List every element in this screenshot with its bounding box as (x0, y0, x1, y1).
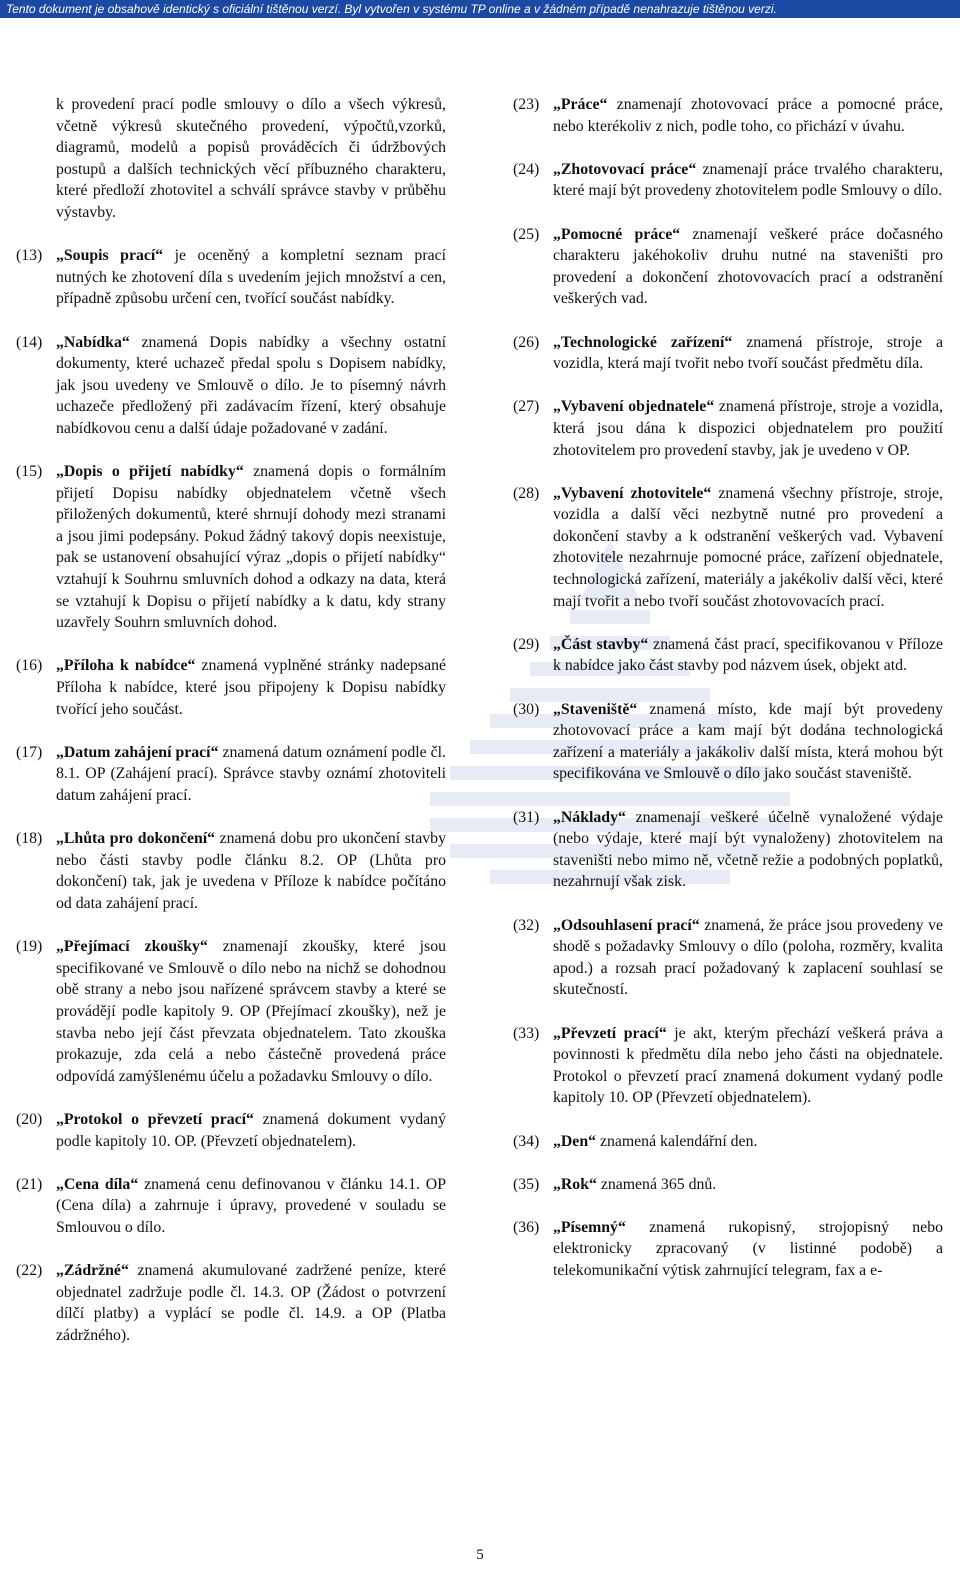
definition-number: (16) (16, 657, 43, 675)
definition-term: „Zhotovovací práce“ (553, 160, 697, 178)
definition-term: „Protokol o převzetí prací“ (56, 1110, 254, 1128)
definition-body (553, 1023, 943, 1109)
definition-17 (16, 742, 446, 807)
definition-19 (16, 936, 446, 1087)
definition-term: „Odsouhlasení prací“ (553, 916, 700, 934)
definition-term: „Dopis o přijetí nabídky“ (56, 463, 244, 481)
definition-number: (35) (513, 1175, 540, 1193)
definition-number: (13) (16, 247, 43, 265)
definition-number: (18) (16, 830, 43, 848)
page-number: 5 (476, 1547, 484, 1563)
definition-term: „Pomocné práce“ (553, 225, 681, 243)
definition-text: znamenají zkoušky, které jsou specifikované ve Smlouvě o dílo nebo na nichž se dohodnou obě strany a nebo jsou nařízené správcem stavby a které se provádějí podle kapitoly 9. OP (Přejímací zkoušky), než je stavba nebo její část převzata objednatelem. Tato zkouška prokazuje, zda celá a nebo částečně provedená práce odpovídá zamýšlenému účelu a požadavku Smlouvy o dílo. (56, 938, 447, 1085)
definition-text: je akt, kterým přechází veškerá práva a povinnosti k předmětu díla nebo jeho části na objednatele. Protokol o převzetí prací znamená dokument vydaný podle kapitoly 10. OP (Převzetí objednatelem). (553, 1024, 943, 1107)
definition-body (56, 1174, 446, 1239)
definition-number: (33) (513, 1024, 540, 1042)
definition-body (56, 1109, 446, 1152)
definition-text: znamená vyplněné stránky nadepsané Příloha k nabídce, které jsou připojeny k Dopisu nabídky tvořící jeho součást. (56, 657, 446, 718)
definition-number: (20) (16, 1110, 43, 1128)
definition-13 (16, 245, 446, 310)
definition-number: (22) (16, 1262, 43, 1280)
definition-body (553, 159, 943, 202)
definition-text: znamená 365 dnů. (596, 1175, 717, 1193)
definition-number: (30) (513, 700, 540, 718)
definition-number: (26) (513, 333, 540, 351)
definition-body (553, 1131, 943, 1153)
definition-text: znamená místo, kde mají být provedeny zhotovovací práce a kam mají být dodána technologická zařízení a materiály a jakákoliv další místa, která mohou být specifikována ve Smlouvě o dílo jako součást staveniště. (553, 700, 943, 783)
definition-term: „Práce“ (553, 96, 608, 113)
definition-body (553, 224, 943, 310)
continued-paragraph: k provedení prací podle smlouvy o dílo a všech výkresů, včetně výkresů skutečného provedení, výpočtů,vzorků, diagramů, modelů a popisů prováděcích či údržbových postupů a dalších technických věcí příbuzného charakteru, které předloží zhotovitel a schválí správce stavby v průběhu výstavby. (56, 96, 446, 221)
definition-number: (19) (16, 938, 43, 956)
definition-text: znamená rukopisný, strojopisný nebo elektronicky zpracovaný (v listinné podobě) a telekomunikační výtisk zahrnující telegram, fax a e- (553, 1218, 943, 1280)
definition-body (553, 807, 943, 893)
definition-body (56, 245, 446, 310)
definition-term: „Vybavení zhotovitele“ (553, 484, 712, 502)
right-column (513, 94, 943, 1303)
definition-text: znamená Dopis nabídky a všechny ostatní dokumenty, které uchazeč předal spolu s Dopisem nabídky, jak jsou uvedeny ve Smlouvě o dílo. Je to písemný návrh uchazeče předložený při zadávacím řízení, který obsahuje nabídkovou cenu a další údaje požadované v zadání. (56, 333, 446, 437)
definition-text: znamená přístroje, stroje a vozidla, která mají tvořit nebo tvoří součást předmětu díla. (553, 333, 943, 373)
definition-20 (16, 1109, 446, 1152)
definition-text: znamená dokument vydaný podle kapitoly 10. OP. (Převzetí objednatelem). (56, 1110, 446, 1150)
definition-text: znamenají zhotovovací práce a pomocné práce, nebo kterékoliv z nich, podle toho, co přichází v úvahu. (553, 96, 943, 135)
definition-text: znamená, že práce jsou provedeny ve shodě s požadavky Smlouvy o dílo (poloha, rozměry, kvalita apod.) a rozsah prací požadovaný k zaplacení souhlasí se skutečností. (553, 916, 943, 999)
definition-32 (513, 915, 943, 1001)
definition-number: (29) (513, 635, 540, 653)
definition-23 (513, 94, 943, 137)
definition-text: znamenají veškeré účelně vynaložené výdaje (nebo výdaje, které mají být vynaloženy) zhotovitelem na staveništi nebo mimo ně, včetně režie a podobných poplatků, nezahrnují však zisk. (553, 808, 943, 891)
definition-text: znamená všechny přístroje, stroje, vozidla a další věci nezbytně nutné pro provedení a dokončení stavby a k odstranění veškerých vad. Vybavení zhotovitele nezahrnuje pomocné práce, zařízení objednatele, technologická zařízení, materiály a jakékoliv další věci, které mají tvořit a nebo tvoří součást zhotovovacích prací. (553, 484, 943, 610)
definition-35 (513, 1174, 943, 1196)
definition-25 (513, 224, 943, 310)
definition-22 (16, 1260, 446, 1346)
definition-term: „Náklady“ (553, 808, 626, 826)
definition-term: „Staveniště“ (553, 700, 638, 718)
definition-14 (16, 332, 446, 440)
definition-29 (513, 634, 943, 677)
definition-term: „Nabídka“ (56, 333, 130, 351)
definition-number: (28) (513, 484, 540, 502)
definition-text: znamená akumulované zadržené peníze, které objednatel zadržuje podle čl. 14.3. OP (Žádost o potvrzení dílčí platby) a vyplácí se podle čl. 14.9. a OP (Platba zádržného). (56, 1262, 446, 1344)
definition-body (56, 828, 446, 914)
definition-body (553, 634, 943, 677)
definition-30 (513, 699, 943, 785)
definition-34 (513, 1131, 943, 1153)
definition-body (553, 483, 943, 613)
definition-number: (36) (513, 1218, 540, 1236)
definition-28 (513, 483, 943, 613)
definition-body (553, 94, 943, 137)
definition-body (56, 742, 446, 807)
definition-text: znamená datum oznámení podle čl. 8.1. OP (Zahájení prací). Správce stavby oznámí zhotoviteli datum zahájení prací. (56, 743, 446, 804)
definition-body (553, 332, 943, 375)
definition-text: znamenají práce trvalého charakteru, které mají být provedeny zhotovitelem podle Smlouvy o dílo. (553, 160, 943, 200)
definition-body (553, 396, 943, 461)
definition-term: „Rok“ (553, 1175, 597, 1193)
definition-36 (513, 1217, 943, 1282)
definition-24 (513, 159, 943, 202)
definition-number: (15) (16, 463, 43, 481)
definition-term: „Soupis prací“ (56, 247, 164, 265)
definition-body (56, 461, 446, 634)
definition-number: (25) (513, 225, 540, 243)
definition-text: znamená cenu definovanou v článku 14.1. OP (Cena díla) a zahrnuje i úpravy, provedené v souladu se Smlouvou o dílo. (56, 1175, 446, 1236)
definition-33 (513, 1023, 943, 1109)
definition-number: (14) (16, 333, 43, 351)
definition-body (553, 915, 943, 1001)
definition-number: (31) (513, 808, 540, 826)
definition-text: znamená přístroje, stroje a vozidla, která jsou dána k dispozici objednatelem pro použití zhotovitelem pro provedení stavby, jak je uvedeno v OP. (553, 398, 943, 459)
definition-body (56, 655, 446, 720)
definition-16 (16, 655, 446, 720)
definition-body (56, 332, 446, 440)
definition-26 (513, 332, 943, 375)
definition-body (56, 1260, 446, 1346)
definition-term: „Datum zahájení prací“ (56, 743, 219, 761)
definition-term: „Cena díla“ (56, 1175, 139, 1193)
definition-15 (16, 461, 446, 634)
definition-term: „Lhůta pro dokončení“ (56, 830, 216, 848)
definition-term: „Převzetí prací“ (553, 1024, 667, 1042)
definition-term: „Vybavení objednatele“ (553, 398, 715, 416)
banner-text: Tento dokument je obsahově identický s oficiální tištěnou verzí. Byl vytvořen v systému TP online a v žádném případě nenahrazuje tištěnou verzi. (6, 2, 777, 16)
definition-27 (513, 396, 943, 461)
definition-term: „Den“ (553, 1132, 597, 1150)
definition-number: (32) (513, 916, 540, 934)
definition-21 (16, 1174, 446, 1239)
definition-term: „Písemný“ (553, 1218, 626, 1236)
definition-18 (16, 828, 446, 914)
definition-number: (17) (16, 743, 43, 761)
definition-text: znamená dobu pro ukončení stavby nebo části stavby podle článku 8.2. OP (Lhůta pro dokončení) tak, jak je uvedena v Příloze k nabídce počítáno od data zahájení prací. (56, 830, 446, 912)
definition-text: znamená dopis o formálním přijetí Dopisu nabídky objednatelem včetně všech přiložených dokumentů, které shrnují dohody mezi stranami a jsou jimi podepsány. Pokud žádný takový dopis neexistuje, pak se ustanovení obsahující výraz „dopis o přijetí nabídky“ vztahují k Souhrnu smluvních dohod a odkazy na data, která se vztahují k Dopisu o přijetí nabídky a k datu, kdy strany uzavřely Souhrn smluvních dohod. (56, 463, 446, 632)
definition-term: „Přejímací zkoušky“ (56, 938, 208, 956)
definition-text: znamená kalendářní den. (596, 1132, 758, 1150)
definition-term: „Zádržné“ (56, 1262, 129, 1280)
definition-number: (23) (513, 96, 540, 113)
definition-body (553, 1217, 943, 1282)
definition-text: je oceněný a kompletní seznam prací nutných ke zhotovení díla s uvedením jejich množství a cen, případně způsobu určení cen, tvořící součást nabídky. (56, 247, 446, 308)
definition-body (553, 1174, 943, 1196)
definition-term: „Technologické zařízení“ (553, 333, 733, 351)
definition-body (553, 699, 943, 785)
definition-number: (21) (16, 1175, 43, 1193)
definition-term: „Příloha k nabídce“ (56, 657, 196, 675)
definition-31 (513, 807, 943, 893)
definition-text: znamená část prací, specifikovanou v Příloze k nabídce jako část stavby pod názvem úsek, objekt atd. (553, 635, 943, 675)
definition-number: (34) (513, 1132, 540, 1150)
definition-body (56, 936, 446, 1087)
left-column (16, 94, 446, 1368)
top-banner (0, 0, 960, 18)
definition-number: (24) (513, 160, 540, 178)
definition-number: (27) (513, 398, 540, 416)
definition-text: znamenají veškeré práce dočasného charakteru jakéhokoliv druhu nutné na staveništi pro provedení a dokončení zhotovovacích prací a odstranění veškerých vad. (553, 225, 943, 308)
definition-term: „Část stavby“ (553, 635, 649, 653)
